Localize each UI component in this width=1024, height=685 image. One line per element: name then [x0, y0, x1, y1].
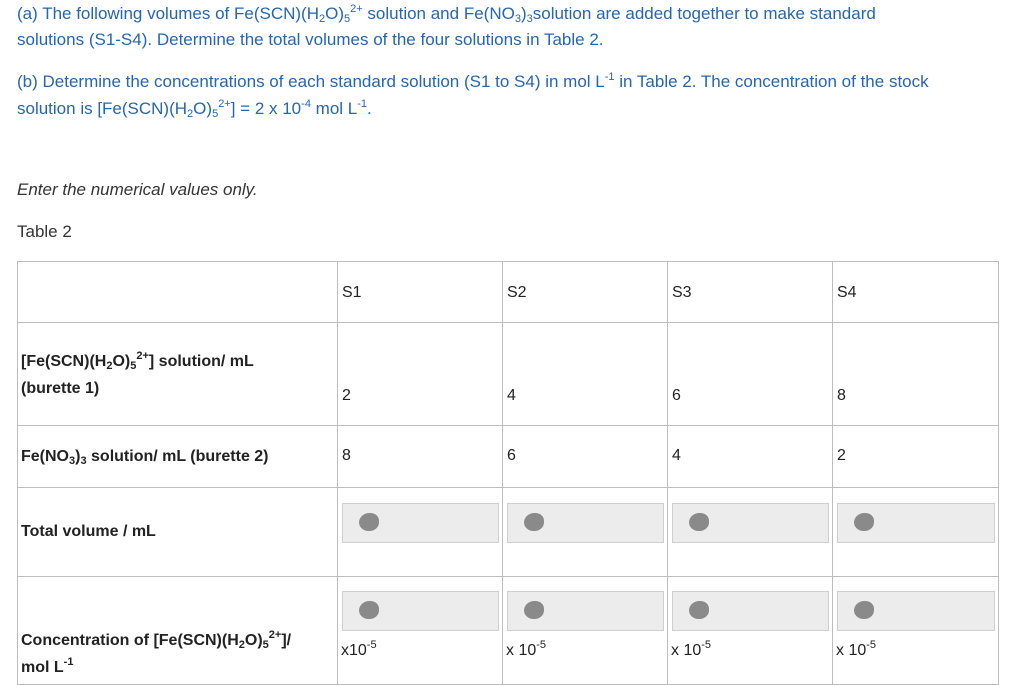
cell-burette1-s3: [668, 323, 833, 426]
redaction-mark: [359, 601, 379, 619]
cell-burette2-s1: [338, 426, 503, 488]
column-header-s3: [668, 262, 833, 323]
row-burette2-label: [18, 426, 338, 488]
cell-total-s2: [503, 488, 668, 577]
column-header-label: S1: [342, 284, 362, 301]
row-burette1-label-text: $[Fe(SCN)(H_2O)_5^{2+}]$ solution/ mL (burette 1): [21, 350, 254, 397]
question-b-line2: solution is $[Fe(SCN)(H_2O)_5^{2+}] = 2$ x $10^{-4}$ mol $L^{-1}$.: [17, 98, 372, 120]
column-header-label: S2: [507, 284, 527, 301]
row-burette2-label-text: $Fe(NO_3)_3$ solution/ mL (burette 2): [21, 448, 269, 467]
cell-burette1-s1: [338, 323, 503, 426]
cell-total-s1: [338, 488, 503, 577]
value: 6: [672, 387, 681, 404]
redaction-mark: [689, 601, 709, 619]
concentration-input-s3[interactable]: [672, 591, 829, 631]
cell-burette1-s4: [833, 323, 999, 426]
row-concentration: [18, 577, 999, 685]
question-a-line1: (a) The following volumes of $Fe(SCN)(H_2O)_5^{2+}$ solution and $Fe(NO_3)_3solution$ are added together to make standard: [17, 3, 876, 25]
row-total-volume: [18, 488, 999, 577]
cell-total-s3: [668, 488, 833, 577]
table-caption: Table 2: [17, 222, 72, 241]
table-2: [17, 261, 999, 685]
header-empty-cell: [18, 262, 338, 323]
row-concentration-label-text: Concentration of $[Fe(SCN)(H_2O)_5^{2+}]/$ mol $L^{-1}$: [21, 629, 292, 676]
cell-total-s4: [833, 488, 999, 577]
concentration-input-s2[interactable]: [507, 591, 664, 631]
concentration-input-s1[interactable]: [342, 591, 499, 631]
question-b-line1: (b) Determine the concentrations of each standard solution (S1 to S4) in mol $L^{-1}$ in Table 2. The concentration of the stock: [17, 71, 929, 91]
row-total-volume-label-text: Total volume / mL: [21, 523, 156, 540]
concentration-unit-s4: x $10^{-5}$: [836, 639, 877, 659]
column-header-label: S3: [672, 284, 692, 301]
total-volume-input-s1[interactable]: [342, 503, 499, 543]
cell-burette2-s2: [503, 426, 668, 488]
value: 4: [672, 447, 681, 464]
row-concentration-label: [18, 577, 338, 685]
concentration-input-s4[interactable]: [837, 591, 995, 631]
cell-conc-s1: [338, 577, 503, 685]
concentration-unit-s1: $x10^{-5}$: [341, 639, 377, 659]
value: 8: [837, 387, 846, 404]
header-row: [18, 262, 999, 323]
column-header-s4: [833, 262, 999, 323]
redaction-mark: [689, 513, 709, 531]
value: 8: [342, 447, 351, 464]
column-header-label: S4: [837, 284, 857, 301]
cell-conc-s2: [503, 577, 668, 685]
row-burette2: [18, 426, 999, 488]
value: 2: [837, 447, 846, 464]
cell-burette2-s3: [668, 426, 833, 488]
redaction-mark: [854, 601, 874, 619]
value: 2: [342, 387, 351, 404]
redaction-mark: [854, 513, 874, 531]
row-burette1: [18, 323, 999, 426]
cell-burette1-s2: [503, 323, 668, 426]
concentration-unit-s3: x $10^{-5}$: [671, 639, 712, 659]
cell-conc-s4: [833, 577, 999, 685]
redaction-mark: [524, 513, 544, 531]
redaction-mark: [359, 513, 379, 531]
redaction-mark: [524, 601, 544, 619]
row-total-volume-label: [18, 488, 338, 577]
instructions: Enter the numerical values only.: [17, 180, 258, 199]
total-volume-input-s4[interactable]: [837, 503, 995, 543]
value: 6: [507, 447, 516, 464]
value: 4: [507, 387, 516, 404]
row-burette1-label: [18, 323, 338, 426]
column-header-s1: [338, 262, 503, 323]
concentration-unit-s2: x $10^{-5}$: [506, 639, 547, 659]
total-volume-input-s2[interactable]: [507, 503, 664, 543]
cell-burette2-s4: [833, 426, 999, 488]
total-volume-input-s3[interactable]: [672, 503, 829, 543]
column-header-s2: [503, 262, 668, 323]
question-a-line2: solutions (S1-S4). Determine the total volumes of the four solutions in Table 2.: [17, 30, 604, 49]
cell-conc-s3: [668, 577, 833, 685]
